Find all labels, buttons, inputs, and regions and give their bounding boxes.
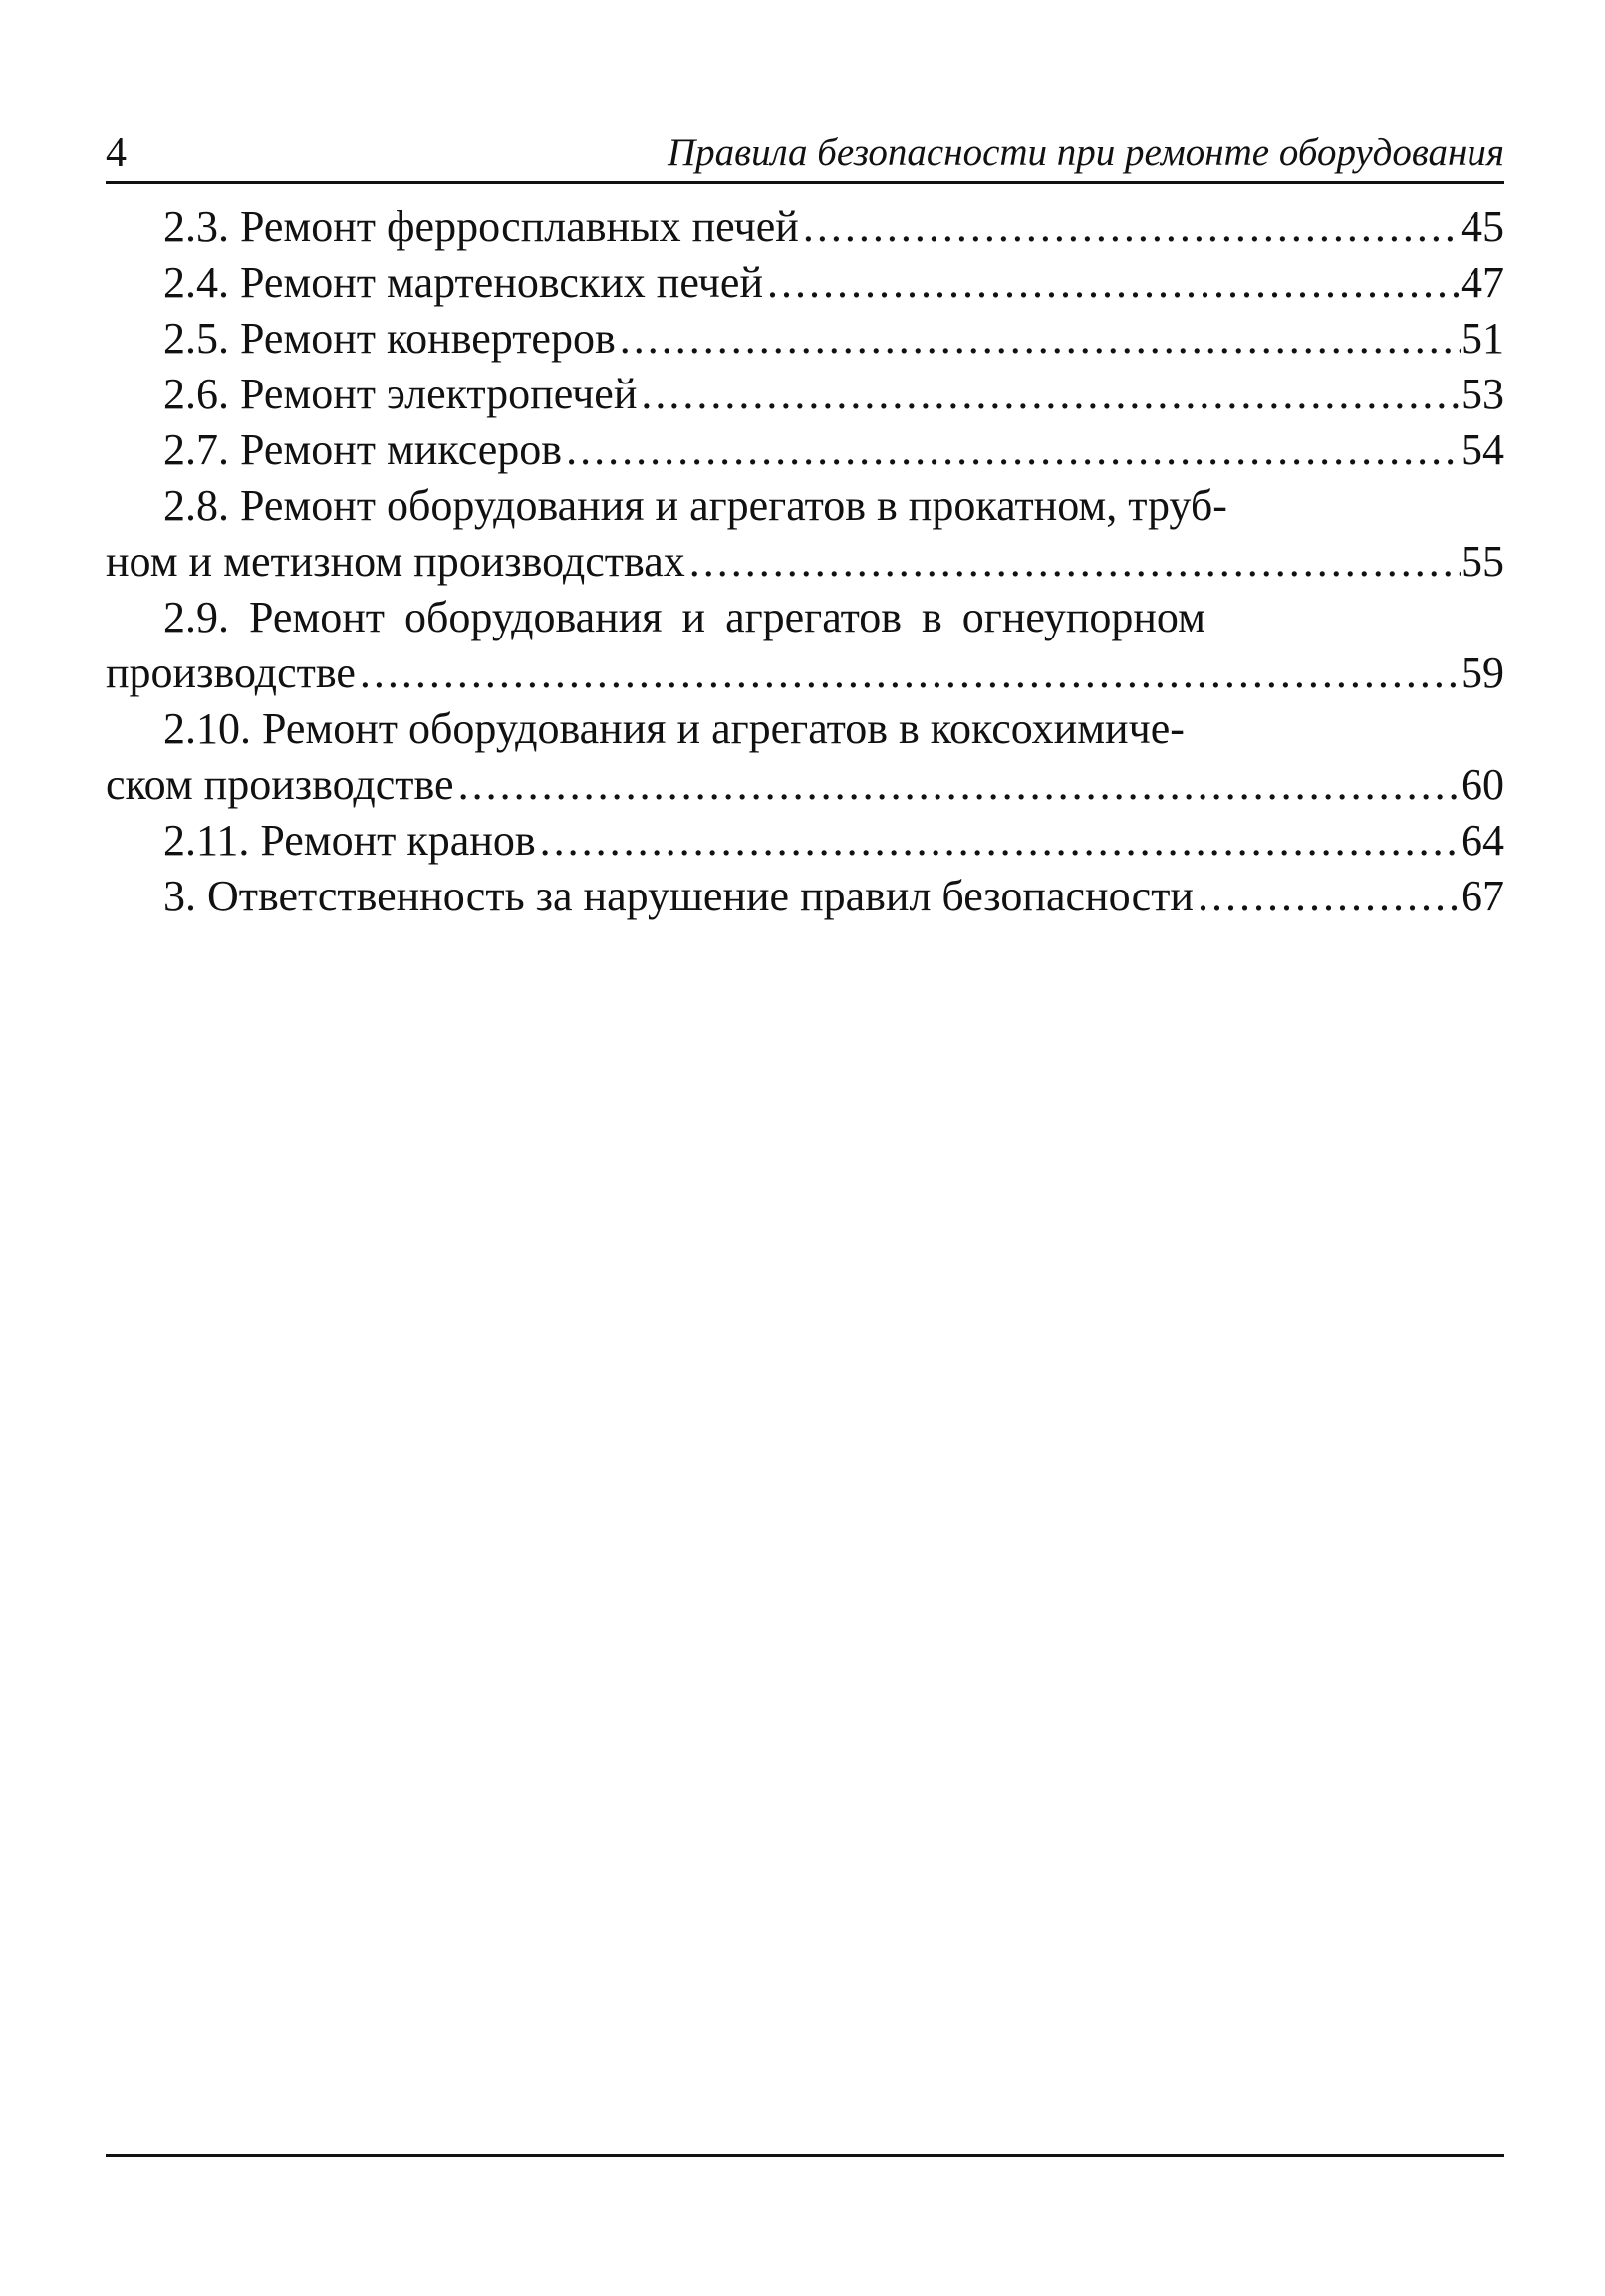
dot-leader: [454, 757, 1461, 813]
toc-entry-2-4[interactable]: [106, 255, 1504, 311]
toc-page-number: 45: [1461, 202, 1504, 251]
toc-page-number: 55: [1461, 537, 1504, 586]
dot-leader: [763, 255, 1461, 311]
page-header: [106, 120, 1504, 184]
toc-entry-title: ском производстве: [106, 760, 454, 809]
toc-entry-first-line: 2.9. Ремонт оборудования и агрегатов в огнеупорном: [163, 593, 1205, 641]
dot-leader: [536, 813, 1461, 869]
toc-entry-2-11[interactable]: [106, 813, 1504, 869]
toc-page-number: 47: [1461, 258, 1504, 307]
toc-entry-title: ном и метизном производствах: [106, 537, 685, 586]
dot-leader: [1194, 869, 1461, 924]
toc-page-number: 64: [1461, 816, 1504, 865]
toc-entry-first-line: 2.10. Ремонт оборудования и агрегатов в коксохимиче-: [163, 704, 1185, 753]
dot-leader: [685, 534, 1461, 590]
running-title: Правила безопасности при ремонте оборудования: [667, 131, 1504, 174]
table-of-contents: [106, 199, 1504, 924]
dot-leader: [356, 645, 1461, 701]
toc-entry-2-8[interactable]: [106, 478, 1504, 590]
toc-entry-title: 3. Ответственность за нарушение правил безопасности: [163, 872, 1194, 920]
toc-entry-title: 2.5. Ремонт конвертеров: [163, 314, 616, 363]
toc-entry-3[interactable]: [106, 869, 1504, 924]
toc-entry-title: 2.3. Ремонт ферросплавных печей: [163, 202, 799, 251]
toc-page-number: 54: [1461, 425, 1504, 474]
toc-entry-title: производстве: [106, 648, 356, 697]
toc-entry-title: 2.11. Ремонт кранов: [163, 816, 536, 865]
toc-entry-title: 2.4. Ремонт мартеновских печей: [163, 258, 763, 307]
toc-entry-title: 2.7. Ремонт миксеров: [163, 425, 563, 474]
toc-page-number: 53: [1461, 370, 1504, 418]
toc-entry-2-5[interactable]: [106, 311, 1504, 367]
dot-leader: [616, 311, 1461, 367]
toc-entry-2-6[interactable]: [106, 367, 1504, 422]
toc-entry-2-10[interactable]: [106, 701, 1504, 813]
toc-page-number: 60: [1461, 760, 1504, 809]
dot-leader: [799, 199, 1461, 255]
toc-page-number: 59: [1461, 648, 1504, 697]
dot-leader: [637, 367, 1461, 422]
toc-entry-first-line: 2.8. Ремонт оборудования и агрегатов в прокатном, труб-: [163, 481, 1227, 530]
toc-entry-2-7[interactable]: [106, 422, 1504, 478]
toc-page-number: 67: [1461, 872, 1504, 920]
toc-entry-2-3[interactable]: [106, 199, 1504, 255]
page-number: 4: [106, 130, 127, 176]
toc-page-number: 51: [1461, 314, 1504, 363]
footer-rule: [106, 2154, 1504, 2157]
toc-entry-2-9[interactable]: [106, 590, 1504, 701]
toc-entry-title: 2.6. Ремонт электропечей: [163, 370, 638, 418]
dot-leader: [562, 422, 1461, 478]
